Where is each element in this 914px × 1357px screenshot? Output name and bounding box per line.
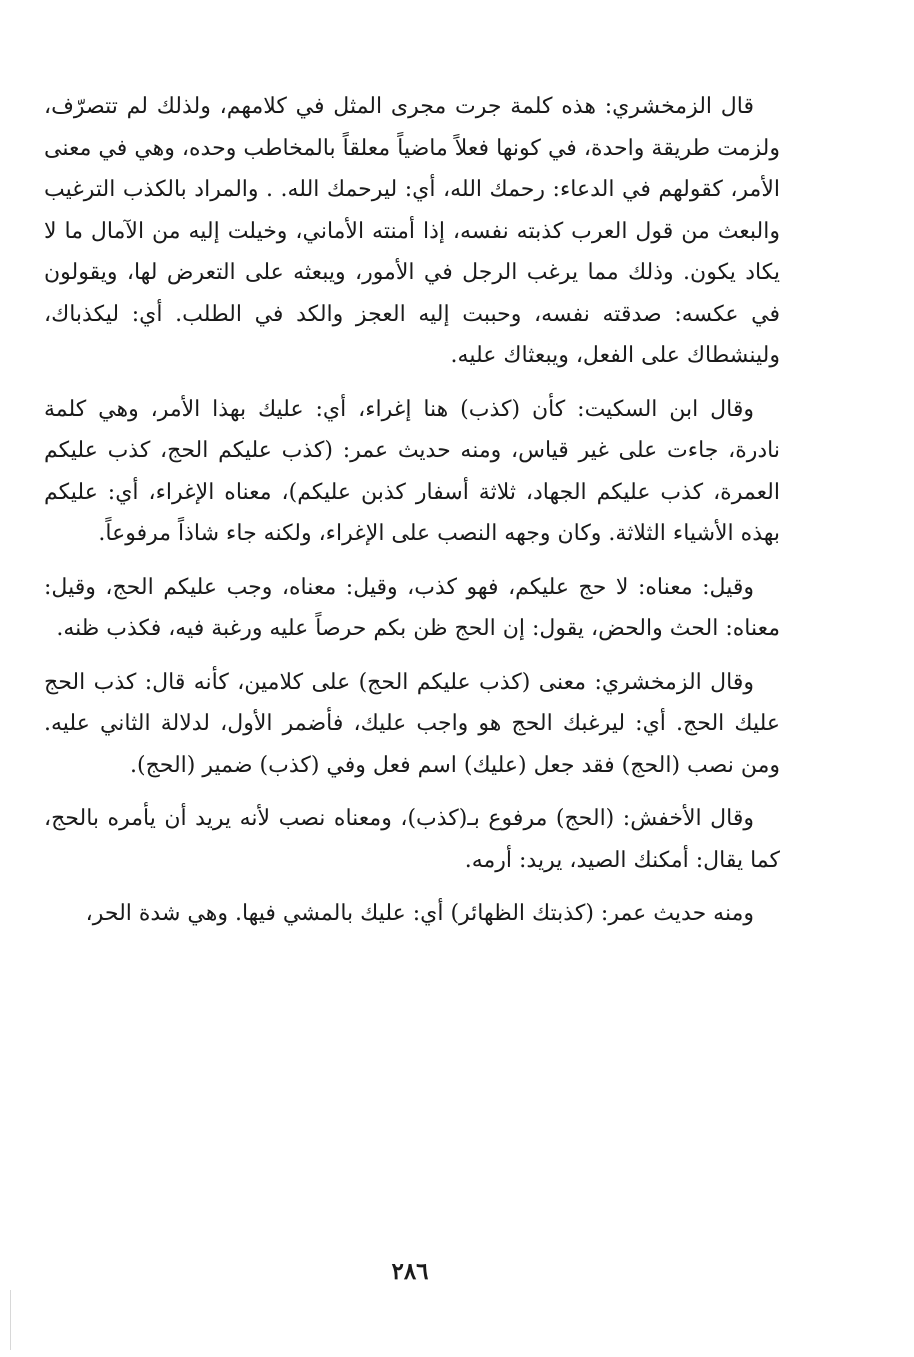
paragraph-qil: وقيل: معناه: لا حج عليكم، فهو كذب، وقيل: معناه، وجب عليكم الحج، وقيل: معناه: الحث والحض، يقول: إن الحج ظن بكم حرصاً عليه ورغبة فيه، فكذب ظنه. bbox=[44, 574, 780, 641]
page-text-body bbox=[44, 86, 780, 947]
paragraph-ibn-al-sikkit: وقال ابن السكيت: كأن (كذب) هنا إغراء، أي: عليك بهذا الأمر، وهي كلمة نادرة، جاءت على غير قياس، ومنه حديث عمر: (كذب عليكم الحج، كذب عليكم العمرة، كذب عليكم الجهاد، ثلاثة أسفار كذبن عليكم)، معناه الإغراء، أي: عليكم بهذه الأشياء الثلاثة. وكان وجهه النصب على الإغراء، ولكنه جاء شاذاً مرفوعاً. bbox=[44, 396, 780, 546]
page-number: ٢٨٦ bbox=[391, 1258, 429, 1285]
paragraph-zamakhshari-2: وقال الزمخشري: معنى (كذب عليكم الحج) على كلامين، كأنه قال: كذب الحج عليك الحج. أي: ليرغبك الحج هو واجب عليك، فأضمر الأول، لدلالة الثاني عليه. ومن نصب (الحج) فقد جعل (عليك) اسم فعل وفي (كذب) ضمير (الحج). bbox=[44, 669, 780, 778]
scan-edge-mark bbox=[10, 1290, 11, 1350]
paragraph-hadith-umar: ومنه حديث عمر: (كذبتك الظهائر) أي: عليك بالمشي فيها. وهي شدة الحر، bbox=[85, 901, 754, 926]
paragraph-zamakhshari-1: قال الزمخشري: هذه كلمة جرت مجرى المثل في كلامهم، ولذلك لم تتصرّف، ولزمت طريقة واحدة، في كونها فعلاً ماضياً معلقاً بالمخاطب وحده، وهي في معنى الأمر، كقولهم في الدعاء: رحمك الله، أي: ليرحمك الله. . والمراد بالكذب الترغيب والبعث من قول العرب كذبته نفسه، إذا أمنته الأماني، وخيلت إليه من الآمال ما لا يكاد يكون. وذلك مما يرغب الرجل في الأمور، ويبعثه على التعرض لها، ويقولون في عكسه: صدقته نفسه، وحببت إليه العجز والكد في الطلب. أي: ليكذباك، ولينشطاك على الفعل، ويبعثاك عليه. bbox=[44, 94, 780, 368]
paragraph-akhfash: وقال الأخفش: (الحج) مرفوع بـ(كذب)، ومعناه نصب لأنه يريد أن يأمره بالحج، كما يقال: أمكنك الصيد، يريد: أرمه. bbox=[44, 806, 780, 873]
